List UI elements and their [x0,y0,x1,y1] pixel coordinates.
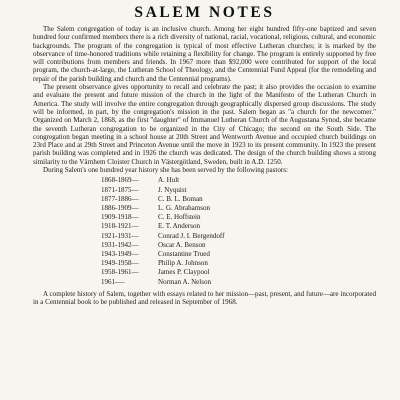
paragraph-congregation: The Salem congregation of today is an inclusive church. Among her eight hundred fifty-one baptized and seven hundred four confirmed members there is a rich diversity of national, racial, vocational, religious, cultural, and economic backgrounds. The program of the congregation is typical of most effective Lutheran churches; it is marked by the observance of time-honored traditions while retaining a flexibility for change. The program is entirely supported by free will contributions from members and friends. In 1967 more than $92,000 were contributed for support of the local program, the church-at-large, the Lutheran School of Theology, and the Centennial Fund Appeal (for the remodeling and repair of the parish building and church and the Centennial programs). [33,25,376,83]
pastor-entry [101,204,376,213]
pastor-years-text: 1921-1931 [101,231,132,240]
pastor-name: Norman A. Nelson [158,277,212,286]
pastor-years [101,250,158,259]
paragraph-pastors-intro: During Salem's one hundred year history she has been served by the following pastors: [43,166,288,175]
pastor-name: Philip A. Johnson [158,259,208,268]
pastor-separator: — [131,185,139,194]
pastor-years [101,204,158,213]
paragraph-history: The present observance gives opportunity to recall and celebrate the past; it also provides the occasion to examine and evaluate the present and future mission of the church in the light of the Manifesto of the Lutheran Church in America. The study will involve the entire congregation through geographically dispersed group discussions. The study will be informed, in part, by the congregation's mission in the past. Salem began as "a church for the newcomer." Organized on March 2, 1868, as the first "daughter" of Immanuel Lutheran Church of the Augustana Synod, she became the seventh Lutheran congregation to be organized in the City of Chicago; the second on the South Side. The congregation began meeting in a school house at 20th Street and Wentworth Avenue and occupied church buildings on 23rd Place and at 29th Street and Princeton Avenue until the move in 1923 to its present community. In 1923 the present parish building was completed and in 1926 the church was dedicated. The design of the church building shows a strong similarity to the Värnhem Cloister Church in Västergötland, Sweden, built in A.D. 1250. [33,83,376,166]
pastor-years-text: 1918-1921 [101,222,132,231]
paragraph-closing: A complete history of Salem, together with essays related to her mission—past, present, and future—are incorporated in a Centennial book to be published and released in September of 1968. [33,289,376,307]
pastor-years [101,232,158,241]
pastor-list [101,176,376,286]
pastor-separator: — [131,268,139,277]
pastor-entry [101,195,376,204]
pastor-entry [101,222,376,231]
pastor-years-text: 1909-1918 [101,213,132,222]
pastor-years [101,241,158,250]
pastor-years-text: 1871-1875 [101,185,132,194]
pastor-entry [101,176,376,185]
pastor-entry [101,278,376,287]
pastor-separator: — [131,176,139,185]
pastor-entry [101,186,376,195]
pastor-entry [101,250,376,259]
pastor-years-text: 1949-1958 [101,259,132,268]
pastor-name: E. T. Anderson [158,222,201,231]
pastor-name: J. Nyquist [158,185,187,194]
pastor-name: C. E. Hoffstein [158,213,201,222]
pastor-separator: — [131,259,139,268]
pastor-years-text: 1886-1909 [101,203,132,212]
pastor-separator: — [117,277,125,286]
document-page [33,4,376,306]
pastor-name: L. G. Abrahamson [158,203,211,212]
pastor-name: C. B. L. Boman [158,194,203,203]
pastor-separator: — [131,240,139,249]
pastor-separator: — [131,203,139,212]
pastor-separator: — [131,194,139,203]
pastor-years [101,195,158,204]
pastor-years-text: 1931-1942 [101,240,132,249]
pastor-years [101,222,158,231]
page-title: SALEM NOTES [134,4,275,21]
pastor-years-text: 1877-1886 [101,194,132,203]
pastor-years [101,176,158,185]
pastor-years [101,278,158,287]
pastor-years-text: 1958-1961 [101,268,132,277]
pastor-name: A. Hult [158,176,180,185]
pastor-name: Oscar A. Benson [158,240,206,249]
pastor-entry [101,232,376,241]
pastor-entry [101,259,376,268]
pastor-separator: — [131,222,139,231]
pastor-years-text: 1868-1869 [101,176,132,185]
pastor-name: James P. Claypool [158,268,210,277]
pastor-entry [101,213,376,222]
pastor-years [101,259,158,268]
pastor-separator: — [131,231,139,240]
pastor-separator: — [131,213,139,222]
pastor-name: Constantine Trued [158,249,210,258]
pastor-years-text: 1961- [101,277,118,286]
pastor-years-text: 1943-1949 [101,249,132,258]
pastor-name: Conrad J. I. Bergendoff [158,231,225,240]
pastor-years [101,186,158,195]
pastor-separator: — [131,249,139,258]
pastor-years [101,268,158,277]
pastor-entry [101,241,376,250]
pastor-years [101,213,158,222]
pastor-entry [101,268,376,277]
